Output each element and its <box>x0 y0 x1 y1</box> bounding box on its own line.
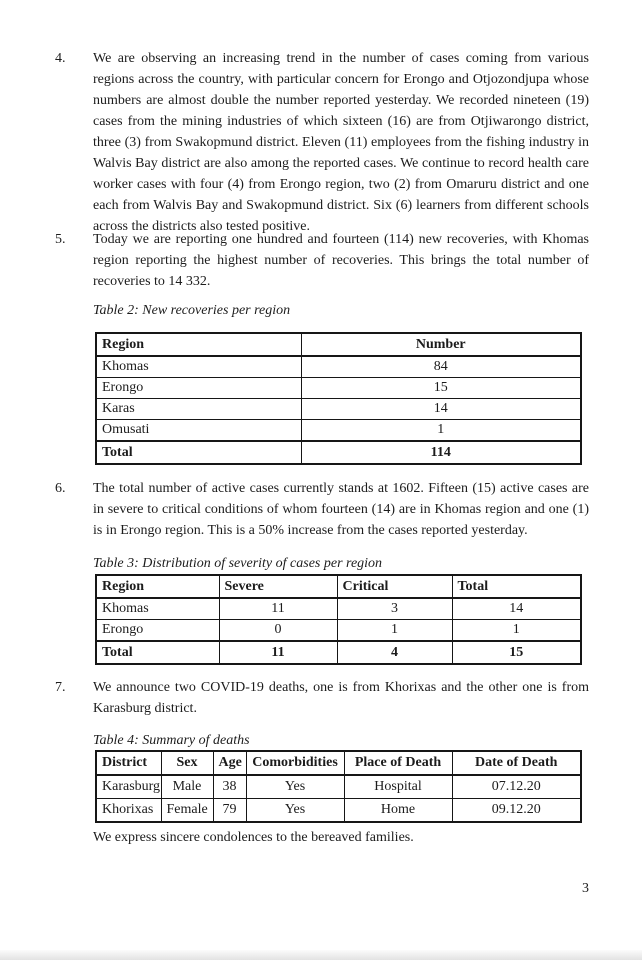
table-cell: 114 <box>301 441 581 464</box>
table-row <box>96 399 581 420</box>
paragraph-text: Today we are reporting one hundred and fourteen (114) new recoveries, with Khomas region reporting the highest number of recoveries. This brings the total number of recoveries to 14 332. <box>93 232 589 289</box>
paragraph-number: 5. <box>55 232 66 247</box>
table-cell: 11 <box>219 598 337 620</box>
column-header: Region <box>96 575 219 598</box>
table-cell: 15 <box>301 378 581 399</box>
table-cell: 38 <box>213 775 246 799</box>
table-cell: Total <box>96 641 219 664</box>
table-cell: 1 <box>452 620 581 642</box>
recoveries-table <box>95 332 582 465</box>
table-cell: 4 <box>337 641 452 664</box>
page-number: 3 <box>582 881 589 896</box>
table-cell: 14 <box>452 598 581 620</box>
table3-caption: Table 3: Distribution of severity of cases per region <box>93 556 383 571</box>
table-cell: Karas <box>96 399 301 420</box>
column-header: District <box>96 751 161 775</box>
paragraph-number: 7. <box>55 680 66 695</box>
table-row <box>96 598 581 620</box>
table-cell: 15 <box>452 641 581 664</box>
column-header: Date of Death <box>452 751 581 775</box>
table-cell: Omusati <box>96 420 301 442</box>
column-header: Comorbidities <box>246 751 344 775</box>
table-row <box>96 420 581 442</box>
table-cell: Total <box>96 441 301 464</box>
column-header: Age <box>213 751 246 775</box>
table-header-row <box>96 333 581 356</box>
table-cell: Khomas <box>96 356 301 378</box>
table2-caption: Table 2: New recoveries per region <box>93 303 291 318</box>
table-total-row <box>96 441 581 464</box>
page-bottom-edge <box>0 950 642 960</box>
column-header: Severe <box>219 575 337 598</box>
table4-caption: Table 4: Summary of deaths <box>93 733 250 748</box>
column-header: Critical <box>337 575 452 598</box>
severity-table <box>95 574 582 665</box>
column-header: Number <box>301 333 581 356</box>
table-cell: Khorixas <box>96 799 161 823</box>
column-header: Total <box>452 575 581 598</box>
table-cell: Yes <box>246 799 344 823</box>
table-cell: 3 <box>337 598 452 620</box>
table-row <box>96 378 581 399</box>
table-cell: 0 <box>219 620 337 642</box>
table-cell: 07.12.20 <box>452 775 581 799</box>
closing-text: We express sincere condolences to the bereaved families. <box>93 830 414 845</box>
table-cell: Khomas <box>96 598 219 620</box>
paragraph-text: We are observing an increasing trend in the number of cases coming from various regions across the country, with particular concern for Erongo and Otjozondjupa whose numbers are almost double the number reported yesterday. We recorded nineteen (19) cases from the mining industries of which sixteen (16) are from Otjiwarongo district, three (3) from Swakopmund district. Eleven (11) employees from the fishing industry in Walvis Bay district are also among the reported cases. We continue to record health care worker cases with four (4) from Erongo region, two (2) from Omaruru district and one each from Walvis Bay and Swakopmund district. Six (6) learners from different schools across the districts also tested positive. <box>93 51 589 234</box>
table-cell: Female <box>161 799 213 823</box>
table-cell: 79 <box>213 799 246 823</box>
table-cell: 09.12.20 <box>452 799 581 823</box>
paragraph-text: The total number of active cases currently stands at 1602. Fifteen (15) active cases are in severe to critical conditions of whom fourteen (14) are in Khomas region and one (1) is in Erongo region. This is a 50% increase from the cases reported yesterday. <box>93 481 589 538</box>
table-cell: 1 <box>337 620 452 642</box>
table-cell: Karasburg <box>96 775 161 799</box>
table-cell: Erongo <box>96 378 301 399</box>
column-header: Sex <box>161 751 213 775</box>
column-header: Region <box>96 333 301 356</box>
table-row <box>96 356 581 378</box>
table-cell: Hospital <box>344 775 452 799</box>
deaths-table <box>95 750 582 823</box>
table-total-row <box>96 641 581 664</box>
table-header-row <box>96 751 581 775</box>
table-row <box>96 799 581 823</box>
table-header-row <box>96 575 581 598</box>
column-header: Place of Death <box>344 751 452 775</box>
table-cell: Erongo <box>96 620 219 642</box>
table-cell: 1 <box>301 420 581 442</box>
table-row <box>96 620 581 642</box>
paragraph-number: 6. <box>55 481 66 496</box>
table-cell: 11 <box>219 641 337 664</box>
table-cell: 84 <box>301 356 581 378</box>
paragraph-text: We announce two COVID-19 deaths, one is from Khorixas and the other one is from Karasburg district. <box>93 680 589 716</box>
table-row <box>96 775 581 799</box>
table-cell: Yes <box>246 775 344 799</box>
table-cell: Male <box>161 775 213 799</box>
table-cell: Home <box>344 799 452 823</box>
paragraph-number: 4. <box>55 51 66 66</box>
table-cell: 14 <box>301 399 581 420</box>
